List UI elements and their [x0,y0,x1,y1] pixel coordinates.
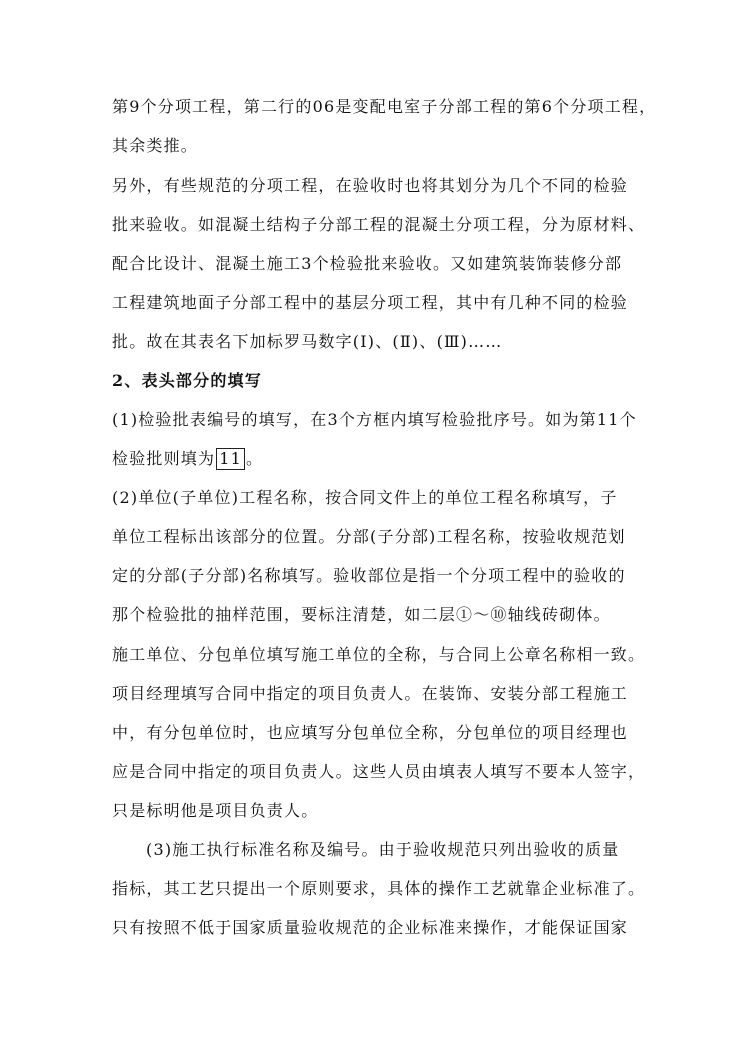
line-text-before-box: 检验批则填为 [112,449,216,468]
paragraph-line: 应是合同中指定的项目负责人。这些人员由填表人填写不要本人签字， [112,762,646,781]
paragraph-line: 那个检验批的抽样范围，要标注清楚，如二层①～⑩轴线砖砌体。 [112,605,611,624]
paragraph-line: 批。故在其表名下加标罗马数字(Ⅰ)、(Ⅱ)、(Ⅲ)…… [112,332,503,351]
paragraph-line: 只是标明他是项目负责人。 [112,801,319,820]
paragraph-line: 施工单位、分包单位填写施工单位的全称，与合同上公章名称相一致。 [112,645,646,664]
paragraph-line: 指标，其工艺只提出一个原则要求，具体的操作工艺就靠企业标准了。 [112,879,646,898]
paragraph-line: 项目经理填写合同中指定的项目负责人。在装饰、安装分部工程施工 [112,684,629,703]
paragraph-line: (1)检验批表编号的填写，在3个方框内填写检验批序号。如为第11个 [112,410,637,429]
paragraph-line: 批来验收。如混凝土结构子分部工程的混凝土分项工程，分为原材料、 [112,215,646,234]
paragraph-line: 配合比设计、混凝土施工3个检验批来验收。又如建筑装饰装修分部 [112,254,623,273]
paragraph-line: 工程建筑地面子分部工程中的基层分项工程，其中有几种不同的检验 [112,293,629,312]
paragraph-line: 另外，有些规范的分项工程，在验收时也将其划分为几个不同的检验 [112,176,629,195]
paragraph-line: (3)施工执行标准名称及编号。由于验收规范只列出验收的质量 [146,840,620,859]
paragraph-line: 中，有分包单位时，也应填写分包单位全称，分包单位的项目经理也 [112,723,629,742]
paragraph-line: 其余类推。 [112,136,199,155]
paragraph-line: 定的分部(子分部)名称填写。验收部位是指一个分项工程中的验收的 [112,566,626,585]
paragraph-line: (2)单位(子单位)工程名称，按合同文件上的单位工程名称填写，子 [112,488,618,507]
section-heading: 2、表头部分的填写 [112,371,262,390]
paragraph-line: 第9个分项工程，第二行的06是变配电室子分部工程的第6个分项工程， [112,97,657,116]
paragraph-line [112,448,642,470]
paragraph-line: 单位工程标出该部分的位置。分部(子分部)工程名称，按验收规范划 [112,527,626,546]
line-text-after-box: 。 [245,449,264,468]
paragraph-line: 只有按照不低于国家质量验收规范的企业标准来操作，才能保证国家 [112,918,629,937]
boxed-number: 11 [216,448,245,470]
